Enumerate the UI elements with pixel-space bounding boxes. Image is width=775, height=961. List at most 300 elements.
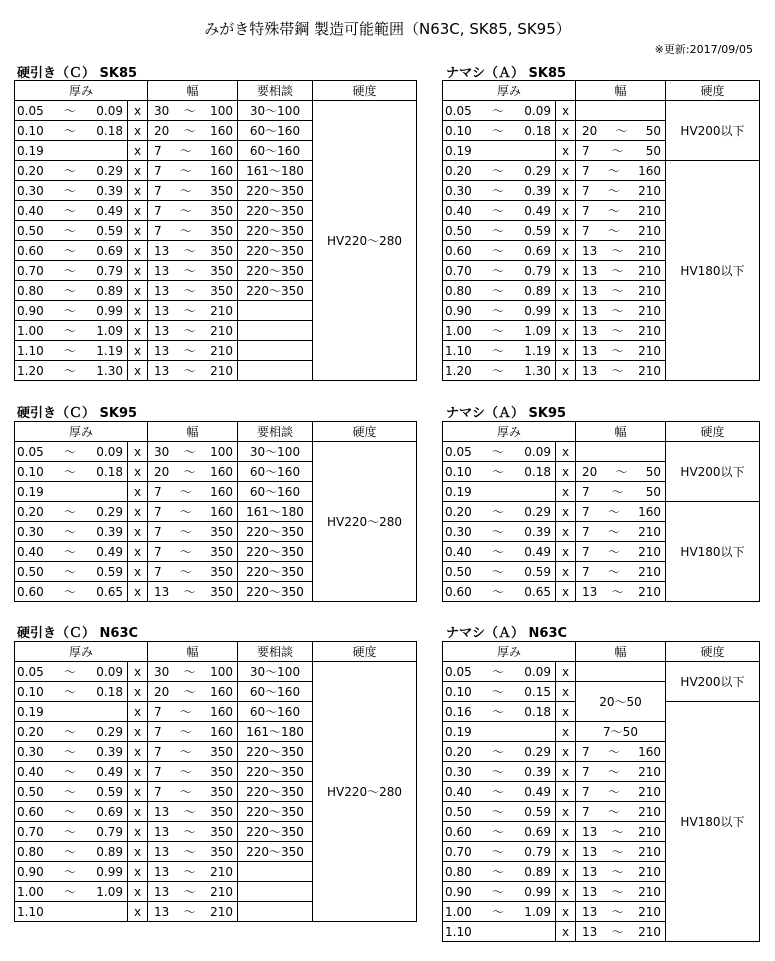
thickness-from: 1.10 [445, 343, 472, 358]
thickness-to: 0.69 [524, 243, 551, 258]
x-mark: x [128, 582, 148, 602]
thickness-cell [15, 682, 128, 702]
thickness-from: 0.40 [445, 784, 472, 799]
thickness-to: 0.49 [524, 784, 551, 799]
thickness-from: 0.70 [17, 824, 44, 839]
thickness-to: 0.99 [96, 303, 123, 318]
thickness-from: 0.19 [445, 143, 472, 158]
thickness-cell [15, 522, 128, 542]
width-to: 210 [638, 203, 661, 218]
thickness-cell [443, 462, 556, 482]
consult-cell [238, 882, 313, 902]
thickness-from: 0.05 [17, 444, 44, 459]
x-mark: x [556, 502, 576, 522]
thickness-separator: ～ [63, 564, 76, 579]
width-from: 13 [582, 243, 598, 258]
consult-cell: 220～350 [238, 822, 313, 842]
section-title-hard-sk85: 硬引き（Ｃ） SK85 [17, 66, 138, 81]
thickness-separator: ～ [491, 163, 504, 178]
thickness-from: 0.40 [17, 764, 44, 779]
table-soft-sk85 [442, 80, 760, 381]
thickness-from: 0.90 [17, 303, 44, 318]
width-from: 20 [582, 464, 598, 479]
width-separator: ～ [607, 524, 620, 539]
width-separator: ～ [615, 464, 628, 479]
thickness-to: 0.79 [96, 824, 123, 839]
thickness-cell [15, 161, 128, 181]
width-to: 350 [210, 744, 233, 759]
header-hardness: 硬度 [313, 422, 417, 442]
thickness-to: 1.19 [524, 343, 551, 358]
width-from: 13 [582, 283, 598, 298]
width-to: 210 [210, 884, 233, 899]
thickness-to: 0.29 [524, 163, 551, 178]
x-mark: x [128, 201, 148, 221]
width-to: 210 [210, 303, 233, 318]
thickness-cell [443, 161, 556, 181]
consult-cell: 220～350 [238, 782, 313, 802]
thickness-to: 1.09 [524, 904, 551, 919]
thickness-cell [443, 742, 556, 762]
thickness-cell [15, 301, 128, 321]
thickness-separator: ～ [491, 183, 504, 198]
width-cell [148, 822, 238, 842]
thickness-from: 0.10 [17, 684, 44, 699]
width-separator: ～ [607, 564, 620, 579]
thickness-to: 0.69 [96, 243, 123, 258]
thickness-cell [443, 882, 556, 902]
thickness-to: 0.39 [96, 744, 123, 759]
width-separator: ～ [183, 103, 196, 118]
x-mark: x [128, 482, 148, 502]
thickness-cell [15, 722, 128, 742]
width-separator: ～ [607, 223, 620, 238]
thickness-separator: ～ [63, 764, 76, 779]
width-separator: ～ [183, 904, 196, 919]
thickness-from: 0.80 [445, 864, 472, 879]
width-to: 210 [638, 343, 661, 358]
width-separator: ～ [183, 343, 196, 358]
x-mark: x [128, 321, 148, 341]
thickness-cell [443, 321, 556, 341]
width-from: 13 [582, 303, 598, 318]
thickness-cell [15, 101, 128, 121]
header-hardness: 硬度 [666, 81, 760, 101]
width-cell [148, 702, 238, 722]
header-thickness: 厚み [443, 422, 576, 442]
width-from: 7 [154, 143, 162, 158]
table-row [443, 502, 760, 522]
width-separator: ～ [611, 343, 624, 358]
thickness-cell [15, 782, 128, 802]
table-row [15, 101, 417, 121]
thickness-to: 0.65 [524, 584, 551, 599]
thickness-separator: ～ [63, 223, 76, 238]
width-cell [148, 221, 238, 241]
table-header [443, 642, 760, 662]
thickness-cell [443, 662, 556, 682]
width-to: 350 [210, 203, 233, 218]
x-mark: x [128, 161, 148, 181]
width-from: 7 [582, 143, 590, 158]
width-separator: ～ [611, 484, 624, 499]
width-to: 350 [210, 824, 233, 839]
x-mark: x [128, 762, 148, 782]
width-cell [576, 442, 666, 462]
width-from: 7 [154, 544, 162, 559]
thickness-separator: ～ [63, 664, 76, 679]
thickness-from: 0.80 [17, 844, 44, 859]
table-header [443, 81, 760, 101]
thickness-from: 0.05 [445, 103, 472, 118]
thickness-from: 0.70 [445, 263, 472, 278]
width-separator: ～ [183, 664, 196, 679]
thickness-to: 0.59 [96, 784, 123, 799]
consult-cell: 60～160 [238, 702, 313, 722]
width-from: 13 [582, 323, 598, 338]
width-from: 13 [582, 343, 598, 358]
width-from: 7 [154, 704, 162, 719]
width-cell [148, 482, 238, 502]
thickness-separator: ～ [63, 303, 76, 318]
width-to: 210 [210, 363, 233, 378]
thickness-separator: ～ [491, 684, 504, 699]
consult-cell: 220～350 [238, 261, 313, 281]
width-separator: ～ [607, 804, 620, 819]
width-separator: ～ [179, 704, 192, 719]
width-cell [148, 161, 238, 181]
width-to: 160 [210, 724, 233, 739]
thickness-separator: ～ [63, 103, 76, 118]
thickness-separator: ～ [491, 323, 504, 338]
width-cell [576, 281, 666, 301]
width-cell [576, 361, 666, 381]
thickness-to: 0.09 [524, 103, 551, 118]
thickness-from: 0.70 [445, 844, 472, 859]
width-from: 7 [582, 183, 590, 198]
width-from: 20 [582, 123, 598, 138]
thickness-separator: ～ [63, 844, 76, 859]
thickness-cell [15, 201, 128, 221]
thickness-to: 0.65 [96, 584, 123, 599]
x-mark: x [128, 822, 148, 842]
thickness-from: 0.30 [445, 183, 472, 198]
thickness-separator: ～ [63, 884, 76, 899]
thickness-cell [443, 241, 556, 261]
thickness-separator [472, 142, 551, 160]
thickness-separator: ～ [491, 203, 504, 218]
width-to: 350 [210, 283, 233, 298]
width-to: 50 [645, 143, 661, 158]
width-from: 7 [154, 484, 162, 499]
x-mark: x [128, 902, 148, 922]
width-to: 350 [210, 764, 233, 779]
thickness-separator: ～ [63, 363, 76, 378]
header-hardness: 硬度 [666, 422, 760, 442]
thickness-to: 0.49 [96, 203, 123, 218]
thickness-cell [15, 802, 128, 822]
x-mark: x [128, 261, 148, 281]
section-title-hard-n63c: 硬引き（Ｃ） N63C [17, 626, 139, 641]
table-soft-n63c [442, 641, 760, 942]
thickness-to: 0.69 [524, 824, 551, 839]
thickness-separator: ～ [491, 904, 504, 919]
consult-cell: 60～160 [238, 682, 313, 702]
thickness-from: 0.40 [17, 544, 44, 559]
header-thickness: 厚み [15, 642, 148, 662]
width-separator: ～ [611, 363, 624, 378]
width-to: 210 [638, 524, 661, 539]
header-width: 幅 [576, 422, 666, 442]
thickness-to: 1.30 [96, 363, 123, 378]
header-consult: 要相談 [238, 642, 313, 662]
width-cell [576, 221, 666, 241]
width-to: 210 [638, 884, 661, 899]
updated-date: ※更新:2017/09/05 [654, 43, 753, 56]
width-separator: ～ [179, 744, 192, 759]
thickness-to: 0.59 [524, 564, 551, 579]
x-mark: x [128, 802, 148, 822]
thickness-separator: ～ [491, 804, 504, 819]
width-from: 13 [154, 243, 170, 258]
width-separator: ～ [607, 504, 620, 519]
width-separator: ～ [611, 844, 624, 859]
width-to: 350 [210, 844, 233, 859]
table-row [443, 101, 760, 121]
width-separator: ～ [179, 724, 192, 739]
width-cell [576, 562, 666, 582]
width-separator: ～ [179, 764, 192, 779]
width-to: 350 [210, 804, 233, 819]
width-to: 160 [210, 484, 233, 499]
thickness-separator [44, 142, 123, 160]
consult-cell [238, 902, 313, 922]
width-separator: ～ [611, 323, 624, 338]
thickness-separator: ～ [63, 504, 76, 519]
page-title: みがき特殊帯鋼 製造可能範囲（N63C, SK85, SK95） [204, 20, 571, 38]
width-from: 13 [582, 263, 598, 278]
width-from: 13 [154, 824, 170, 839]
table-header [443, 422, 760, 442]
thickness-cell [15, 882, 128, 902]
width-cell [576, 802, 666, 822]
hardness-cell: HV200以下 [666, 101, 760, 161]
thickness-from: 0.30 [17, 183, 44, 198]
width-separator: ～ [611, 263, 624, 278]
width-cell [576, 161, 666, 181]
table-row [443, 161, 760, 181]
width-from: 13 [582, 824, 598, 839]
thickness-from: 0.40 [17, 203, 44, 218]
thickness-separator [472, 923, 551, 941]
thickness-from: 0.40 [445, 203, 472, 218]
thickness-cell [443, 221, 556, 241]
width-to: 210 [210, 323, 233, 338]
thickness-cell [443, 762, 556, 782]
thickness-separator [472, 483, 551, 501]
x-mark: x [556, 842, 576, 862]
x-mark: x [128, 862, 148, 882]
width-separator: ～ [611, 864, 624, 879]
header-width: 幅 [576, 642, 666, 662]
thickness-separator: ～ [491, 664, 504, 679]
width-from: 7 [582, 203, 590, 218]
thickness-from: 0.05 [17, 664, 44, 679]
width-to: 350 [210, 243, 233, 258]
width-separator: ～ [183, 243, 196, 258]
width-to: 210 [638, 804, 661, 819]
thickness-separator: ～ [491, 584, 504, 599]
table-row [443, 662, 760, 682]
thickness-from: 0.90 [17, 864, 44, 879]
x-mark: x [128, 682, 148, 702]
consult-cell: 220～350 [238, 842, 313, 862]
thickness-from: 0.20 [445, 504, 472, 519]
thickness-cell [15, 361, 128, 381]
consult-cell: 220～350 [238, 201, 313, 221]
consult-cell: 161～180 [238, 722, 313, 742]
width-separator: ～ [607, 183, 620, 198]
x-mark: x [556, 762, 576, 782]
width-cell [148, 201, 238, 221]
width-from: 7 [582, 744, 590, 759]
table-header [15, 642, 417, 662]
width-from: 7 [154, 764, 162, 779]
width-separator: ～ [183, 283, 196, 298]
thickness-from: 0.60 [17, 584, 44, 599]
thickness-separator: ～ [63, 724, 76, 739]
table-soft-sk95 [442, 421, 760, 602]
thickness-from: 0.50 [17, 223, 44, 238]
thickness-from: 0.50 [445, 804, 472, 819]
width-separator: ～ [611, 904, 624, 919]
width-from: 7 [582, 784, 590, 799]
header-width: 幅 [148, 422, 238, 442]
thickness-separator: ～ [491, 123, 504, 138]
width-to: 160 [210, 464, 233, 479]
header-hardness: 硬度 [666, 642, 760, 662]
thickness-cell [15, 241, 128, 261]
header-hardness: 硬度 [313, 642, 417, 662]
width-cell [148, 842, 238, 862]
width-cell [576, 201, 666, 221]
width-to: 210 [638, 243, 661, 258]
x-mark: x [556, 101, 576, 121]
width-cell [576, 241, 666, 261]
thickness-separator: ～ [491, 864, 504, 879]
width-cell [148, 241, 238, 261]
thickness-to: 0.39 [96, 183, 123, 198]
thickness-from: 0.20 [17, 163, 44, 178]
thickness-to: 0.49 [524, 544, 551, 559]
thickness-to: 0.09 [96, 444, 123, 459]
width-to: 350 [210, 524, 233, 539]
width-from: 13 [582, 363, 598, 378]
thickness-to: 0.18 [96, 464, 123, 479]
width-cell [576, 902, 666, 922]
thickness-separator: ～ [63, 183, 76, 198]
width-from: 7 [154, 784, 162, 799]
thickness-from: 0.05 [445, 444, 472, 459]
width-to: 350 [210, 784, 233, 799]
width-cell [148, 502, 238, 522]
thickness-cell [443, 261, 556, 281]
width-cell [576, 261, 666, 281]
thickness-separator [44, 903, 123, 921]
thickness-cell [15, 462, 128, 482]
width-cell [148, 462, 238, 482]
width-to: 210 [638, 564, 661, 579]
width-separator: ～ [179, 484, 192, 499]
thickness-separator: ～ [491, 744, 504, 759]
width-to: 210 [638, 584, 661, 599]
thickness-to: 1.09 [524, 323, 551, 338]
width-to: 210 [210, 343, 233, 358]
thickness-cell [15, 702, 128, 722]
thickness-from: 0.90 [445, 303, 472, 318]
table-row [15, 662, 417, 682]
thickness-cell [15, 822, 128, 842]
width-cell [148, 722, 238, 742]
thickness-from: 0.90 [445, 884, 472, 899]
thickness-cell [15, 562, 128, 582]
width-cell: 7～50 [576, 722, 666, 742]
thickness-from: 0.19 [445, 484, 472, 499]
thickness-separator: ～ [491, 464, 504, 479]
x-mark: x [128, 141, 148, 161]
width-to: 350 [210, 564, 233, 579]
width-from: 30 [154, 444, 170, 459]
x-mark: x [556, 702, 576, 722]
thickness-to: 0.49 [524, 203, 551, 218]
x-mark: x [128, 181, 148, 201]
thickness-cell [15, 542, 128, 562]
thickness-from: 1.20 [445, 363, 472, 378]
width-separator: ～ [183, 864, 196, 879]
section-title-soft-sk95: ナマシ（Ａ） SK95 [446, 406, 567, 421]
width-to: 160 [210, 163, 233, 178]
width-to: 210 [638, 864, 661, 879]
x-mark: x [128, 782, 148, 802]
consult-cell: 220～350 [238, 181, 313, 201]
consult-cell: 220～350 [238, 522, 313, 542]
x-mark: x [128, 502, 148, 522]
x-mark: x [128, 882, 148, 902]
thickness-from: 0.19 [445, 724, 472, 739]
width-from: 7 [154, 724, 162, 739]
consult-cell: 161～180 [238, 161, 313, 181]
thickness-from: 1.10 [17, 343, 44, 358]
x-mark: x [556, 201, 576, 221]
thickness-from: 0.10 [445, 684, 472, 699]
width-separator: ～ [179, 524, 192, 539]
width-separator: ～ [183, 303, 196, 318]
width-cell [576, 502, 666, 522]
width-cell [148, 281, 238, 301]
width-to: 210 [638, 924, 661, 939]
width-cell [576, 782, 666, 802]
width-cell [148, 582, 238, 602]
width-to: 100 [210, 664, 233, 679]
hardness-cell: HV220～280 [313, 101, 417, 381]
thickness-separator: ～ [491, 363, 504, 378]
thickness-to: 0.29 [96, 724, 123, 739]
width-to: 50 [645, 484, 661, 499]
width-from: 13 [582, 584, 598, 599]
thickness-to: 0.18 [96, 684, 123, 699]
width-to: 210 [210, 864, 233, 879]
thickness-cell [443, 682, 556, 702]
